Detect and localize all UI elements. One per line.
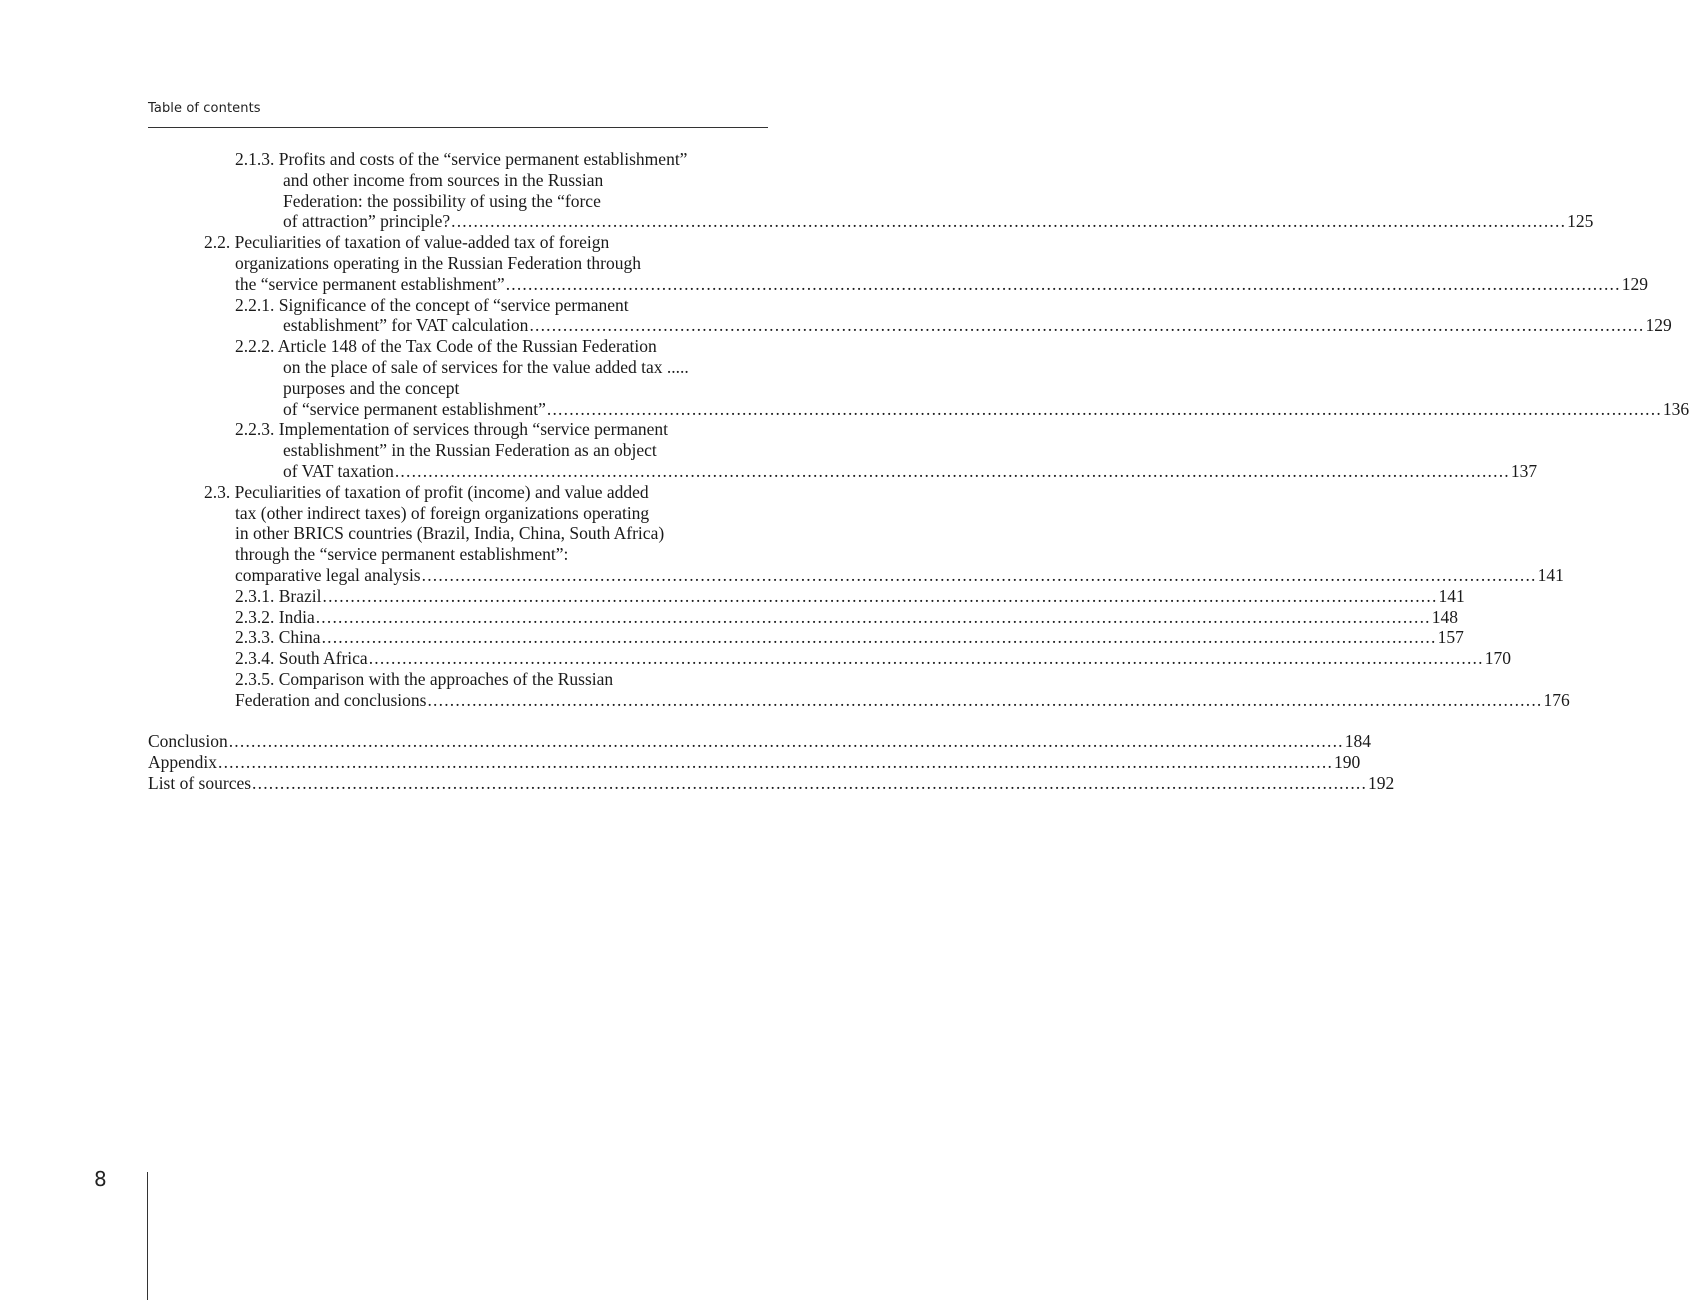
page-ref: 129 [1621, 273, 1648, 294]
toc-line: organizations operating in the Russian Federation through [235, 252, 641, 273]
toc-line: tax (other indirect taxes) of foreign organizations operating [235, 502, 650, 523]
toc-line: purposes and the concept [283, 377, 460, 398]
toc-line: establishment” in the Russian Federation as an object [283, 440, 657, 461]
toc-entry-2-2-3[interactable] [148, 419, 1538, 481]
toc-line: comparative legal analysis [235, 564, 421, 585]
leader-dots: ........................................................................................................................................................................................................ [315, 606, 1431, 627]
page-ref: 148 [1431, 606, 1458, 627]
leader-dots: ........................................................................................................................................................................................................ [546, 398, 1662, 419]
page-ref: 176 [1543, 689, 1570, 710]
toc-line: of VAT taxation [283, 460, 394, 481]
toc-line: of “service permanent establishment” [283, 398, 546, 419]
page-ref: 125 [1567, 211, 1594, 232]
toc-line: 2.2. Peculiarities of taxation of value-added tax of foreign [204, 232, 610, 253]
toc-entry-appendix[interactable] [148, 752, 1361, 773]
running-head: Table of contents [148, 101, 261, 116]
leader-dots: ........................................................................................................................................................................................................ [228, 731, 1344, 752]
toc-entry-2-1-3[interactable] [148, 149, 1594, 232]
leader-dots: ........................................................................................................................................................................................................ [451, 211, 1567, 232]
toc-line: 2.2.1. Significance of the concept of “service permanent [235, 294, 629, 315]
header-rule [148, 127, 768, 128]
leader-dots: ........................................................................................................................................................................................................ [322, 585, 1438, 606]
toc-entry-2-2[interactable] [148, 232, 1648, 294]
page-ref: 157 [1437, 627, 1464, 648]
toc-line: 2.3.4. South Africa [235, 648, 368, 669]
toc-entry-2-2-1[interactable] [148, 294, 1672, 337]
toc-line: 2.3. Peculiarities of taxation of profit (income) and value added [204, 481, 649, 502]
toc-line: 2.3.2. India [235, 606, 315, 627]
leader-dots: ........................................................................................................................................................................................................ [368, 648, 1484, 669]
toc-entry-2-3-1[interactable] [148, 585, 1465, 607]
toc-entry-2-3[interactable] [148, 481, 1564, 586]
toc-line: and other income from sources in the Russian [283, 169, 604, 190]
toc-line: 2.3.3. China [235, 627, 321, 648]
leader-dots: ........................................................................................................................................................................................................ [421, 564, 1537, 585]
toc-line: Appendix [148, 752, 218, 773]
toc-entry-2-3-3[interactable] [148, 627, 1464, 648]
page-ref: 190 [1334, 752, 1361, 773]
toc-line: 2.2.2. Article 148 of the Tax Code of the Russian Federation [235, 336, 657, 357]
toc-line: through the “service permanent establishment”: [235, 544, 569, 565]
toc-entry-list-of-sources[interactable] [148, 772, 1395, 794]
leader-dots: ........................................................................................................................................................................................................ [218, 752, 1334, 773]
toc-entry-2-2-2[interactable] [148, 336, 1689, 419]
toc-entry-conclusion[interactable] [148, 731, 1371, 752]
toc-line: establishment” for VAT calculation [283, 315, 529, 336]
toc-entry-2-3-4[interactable] [148, 648, 1511, 669]
toc-line: 2.3.5. Comparison with the approaches of the Russian [235, 668, 614, 689]
leader-dots: ........................................................................................................................................................................................................ [529, 315, 1645, 336]
toc-line: Conclusion [148, 731, 228, 752]
page-ref: 129 [1645, 315, 1672, 336]
page-ref: 192 [1368, 772, 1395, 793]
leader-dots: ........................................................................................................................................................................................................ [505, 273, 1621, 294]
page-number: 8 [94, 1167, 107, 1191]
toc-line: on the place of sale of services for the value added tax ..... [283, 356, 689, 377]
table-of-contents [148, 149, 1689, 794]
leader-dots: ........................................................................................................................................................................................................ [394, 460, 1510, 481]
page-ref: 136 [1662, 398, 1689, 419]
toc-entry-2-3-5[interactable] [148, 668, 1570, 711]
toc-line: Federation: the possibility of using the “force [283, 190, 601, 211]
toc-line: the “service permanent establishment” [235, 273, 505, 294]
page-ref: 137 [1510, 460, 1538, 481]
toc-entry-2-3-2[interactable] [148, 606, 1458, 628]
page-ref: 141 [1537, 564, 1564, 585]
footer-side-rule [147, 1172, 148, 1300]
toc-line: of attraction” principle? [283, 211, 451, 232]
leader-dots: ........................................................................................................................................................................................................ [427, 689, 1543, 710]
page-ref: 184 [1344, 731, 1371, 752]
toc-line: 2.2.3. Implementation of services through “service permanent [235, 419, 668, 440]
toc-line: List of sources [148, 772, 252, 793]
leader-dots: ........................................................................................................................................................................................................ [252, 772, 1368, 793]
toc-line: 2.3.1. Brazil [235, 585, 322, 606]
section-gap [148, 711, 768, 732]
leader-dots: ........................................................................................................................................................................................................ [321, 627, 1437, 648]
toc-line: 2.1.3. Profits and costs of the “service permanent establishment” [235, 149, 688, 169]
toc-line: in other BRICS countries (Brazil, India, China, South Africa) [235, 523, 665, 544]
toc-line: Federation and conclusions [235, 689, 427, 710]
page-ref: 141 [1438, 585, 1465, 606]
page-ref: 170 [1484, 648, 1511, 669]
